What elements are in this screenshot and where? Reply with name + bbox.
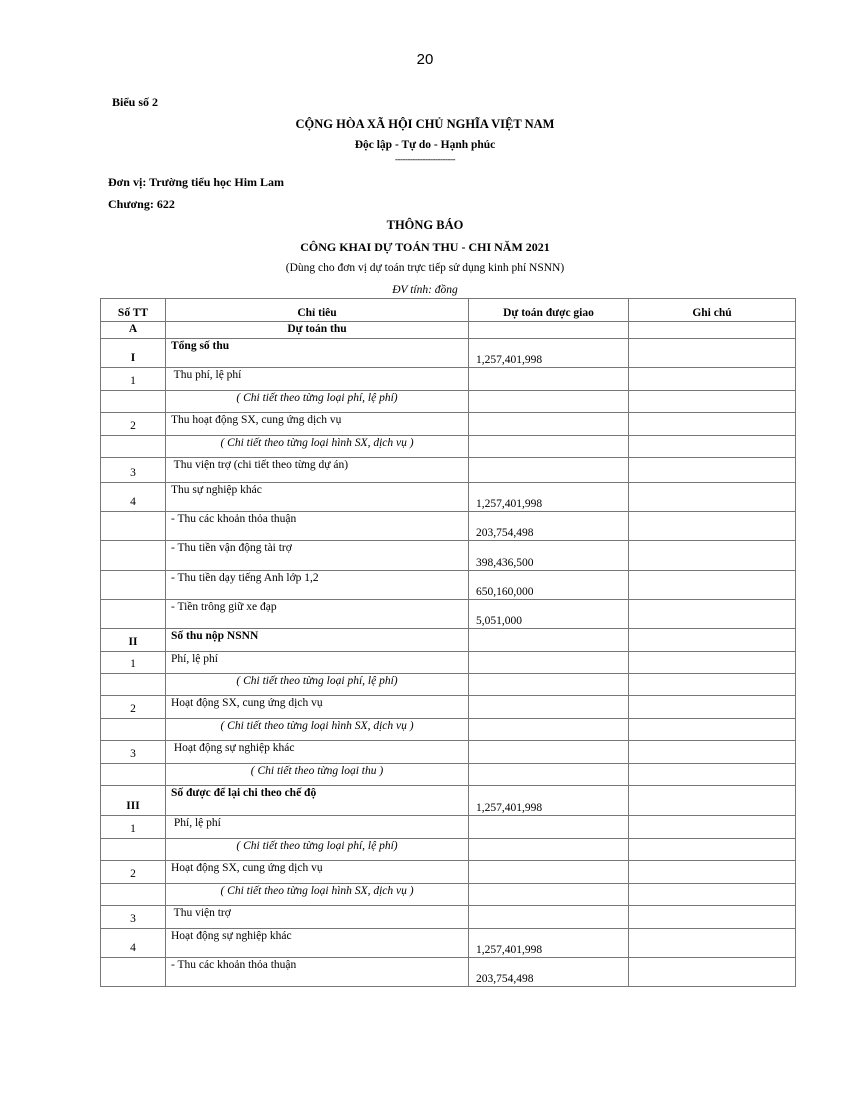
row-number xyxy=(101,764,166,786)
row-note xyxy=(629,652,796,674)
row-indicator: Thu viện trợ (chi tiết theo từng dự án) xyxy=(166,458,469,483)
row-note xyxy=(629,719,796,741)
page-number: 20 xyxy=(416,51,434,68)
budget-table xyxy=(100,298,796,987)
row-number: 1 xyxy=(101,816,166,839)
row-indicator: Thu sự nghiệp khác xyxy=(166,483,469,512)
national-title: CỘNG HÒA XÃ HỘI CHỦ NGHĨA VIỆT NAM xyxy=(295,117,555,131)
table-row xyxy=(101,413,796,436)
row-note xyxy=(629,541,796,571)
row-indicator: - Thu tiền vận động tài trợ xyxy=(166,541,469,571)
row-number: 4 xyxy=(101,929,166,958)
row-number xyxy=(101,884,166,906)
row-amount: 5,051,000 xyxy=(469,600,629,629)
row-amount xyxy=(469,741,629,764)
unit-name: Đơn vị: Trường tiểu học Him Lam xyxy=(108,175,285,189)
row-note xyxy=(629,571,796,600)
national-motto: Độc lập - Tự do - Hạnh phúc xyxy=(354,139,496,151)
row-number xyxy=(101,571,166,600)
row-number xyxy=(101,541,166,571)
row-number: I xyxy=(101,339,166,368)
row-note xyxy=(629,436,796,458)
row-amount xyxy=(469,368,629,391)
row-note xyxy=(629,600,796,629)
table-row xyxy=(101,458,796,483)
row-note xyxy=(629,861,796,884)
row-amount xyxy=(469,816,629,839)
row-amount: 650,160,000 xyxy=(469,571,629,600)
row-note xyxy=(629,906,796,929)
row-number: II xyxy=(101,629,166,652)
row-note xyxy=(629,674,796,696)
row-note xyxy=(629,741,796,764)
row-number: A xyxy=(101,322,166,339)
row-note xyxy=(629,368,796,391)
table-row xyxy=(101,719,796,741)
row-amount xyxy=(469,719,629,741)
table-row xyxy=(101,600,796,629)
form-label: Biểu số 2 xyxy=(112,95,159,109)
row-amount: 1,257,401,998 xyxy=(469,483,629,512)
row-indicator: ( Chi tiết theo từng loại phí, lệ phí) xyxy=(166,674,469,696)
row-indicator: - Tiền trông giữ xe đạp xyxy=(166,600,469,629)
row-amount: 203,754,498 xyxy=(469,958,629,987)
table-row xyxy=(101,674,796,696)
row-amount xyxy=(469,839,629,861)
table-row xyxy=(101,816,796,839)
row-indicator: Hoạt động sự nghiệp khác xyxy=(166,741,469,764)
table-row xyxy=(101,861,796,884)
row-note xyxy=(629,339,796,368)
row-note xyxy=(629,696,796,719)
row-amount xyxy=(469,322,629,339)
row-amount: 398,436,500 xyxy=(469,541,629,571)
table-row xyxy=(101,339,796,368)
chapter-code: Chương: 622 xyxy=(108,197,175,211)
row-note xyxy=(629,958,796,987)
row-amount: 203,754,498 xyxy=(469,512,629,541)
table-row xyxy=(101,629,796,652)
table-row xyxy=(101,571,796,600)
table-row xyxy=(101,958,796,987)
row-number: 3 xyxy=(101,741,166,764)
table-row xyxy=(101,322,796,339)
row-amount xyxy=(469,458,629,483)
row-amount xyxy=(469,861,629,884)
row-indicator: Thu viện trợ xyxy=(166,906,469,929)
row-number: 2 xyxy=(101,413,166,436)
header-divider: ------------------------ xyxy=(395,154,455,164)
row-note xyxy=(629,391,796,413)
row-number: 3 xyxy=(101,458,166,483)
table-row xyxy=(101,764,796,786)
row-amount xyxy=(469,391,629,413)
row-number xyxy=(101,436,166,458)
table-row xyxy=(101,839,796,861)
row-number: 2 xyxy=(101,696,166,719)
row-amount xyxy=(469,413,629,436)
table-row xyxy=(101,541,796,571)
row-note xyxy=(629,929,796,958)
row-indicator: Số được để lại chi theo chế độ xyxy=(166,786,469,816)
notice-subtitle: CÔNG KHAI DỰ TOÁN THU - CHI NĂM 2021 xyxy=(300,240,550,254)
row-number xyxy=(101,674,166,696)
row-note xyxy=(629,786,796,816)
row-number: 1 xyxy=(101,652,166,674)
row-amount xyxy=(469,436,629,458)
table-row xyxy=(101,741,796,764)
row-amount xyxy=(469,906,629,929)
row-amount: 1,257,401,998 xyxy=(469,929,629,958)
table-body xyxy=(101,322,796,987)
row-amount xyxy=(469,629,629,652)
table-row xyxy=(101,436,796,458)
row-indicator: ( Chi tiết theo từng loại phí, lệ phí) xyxy=(166,391,469,413)
row-number: 2 xyxy=(101,861,166,884)
row-indicator: Tổng số thu xyxy=(166,339,469,368)
notice-note: (Dùng cho đơn vị dự toán trực tiếp sử dụng kinh phí NSNN) xyxy=(285,262,565,274)
table-row xyxy=(101,929,796,958)
row-note xyxy=(629,512,796,541)
row-indicator: Phí, lệ phí xyxy=(166,652,469,674)
table-row xyxy=(101,906,796,929)
row-note xyxy=(629,413,796,436)
row-amount xyxy=(469,696,629,719)
table-header-row xyxy=(101,299,796,322)
currency-unit-note: ĐV tính: đồng xyxy=(392,284,458,296)
row-indicator: Số thu nộp NSNN xyxy=(166,629,469,652)
row-number: 1 xyxy=(101,368,166,391)
header-indicator: Chỉ tiêu xyxy=(166,299,469,322)
table-row xyxy=(101,696,796,719)
row-indicator: Thu phí, lệ phí xyxy=(166,368,469,391)
row-number: III xyxy=(101,786,166,816)
table-row xyxy=(101,786,796,816)
row-number xyxy=(101,839,166,861)
row-number xyxy=(101,600,166,629)
row-indicator: Thu hoạt động SX, cung ứng dịch vụ xyxy=(166,413,469,436)
row-note xyxy=(629,322,796,339)
table-row xyxy=(101,512,796,541)
row-number xyxy=(101,512,166,541)
row-amount xyxy=(469,764,629,786)
row-number xyxy=(101,719,166,741)
row-indicator: ( Chi tiết theo từng loại thu ) xyxy=(166,764,469,786)
table-row xyxy=(101,884,796,906)
row-note xyxy=(629,884,796,906)
table-row xyxy=(101,368,796,391)
table-row xyxy=(101,652,796,674)
row-note xyxy=(629,839,796,861)
row-indicator: - Thu các khoản thỏa thuận xyxy=(166,512,469,541)
row-indicator: ( Chi tiết theo từng loại hình SX, dịch vụ ) xyxy=(166,884,469,906)
row-indicator: ( Chi tiết theo từng loại hình SX, dịch vụ ) xyxy=(166,436,469,458)
row-amount: 1,257,401,998 xyxy=(469,339,629,368)
row-number xyxy=(101,391,166,413)
row-note xyxy=(629,483,796,512)
table-row xyxy=(101,483,796,512)
row-note xyxy=(629,816,796,839)
row-note xyxy=(629,764,796,786)
row-indicator: Hoạt động SX, cung ứng dịch vụ xyxy=(166,861,469,884)
header-assigned-budget: Dự toán được giao xyxy=(469,299,629,322)
row-amount xyxy=(469,674,629,696)
row-indicator: Phí, lệ phí xyxy=(166,816,469,839)
row-note xyxy=(629,629,796,652)
row-number xyxy=(101,958,166,987)
row-amount: 1,257,401,998 xyxy=(469,786,629,816)
notice-title: THÔNG BÁO xyxy=(386,218,464,232)
row-number: 4 xyxy=(101,483,166,512)
header-notes: Ghi chú xyxy=(629,299,796,322)
row-indicator: - Thu tiền dạy tiếng Anh lớp 1,2 xyxy=(166,571,469,600)
row-indicator: ( Chi tiết theo từng loại phí, lệ phí) xyxy=(166,839,469,861)
row-indicator: ( Chi tiết theo từng loại hình SX, dịch vụ ) xyxy=(166,719,469,741)
row-amount xyxy=(469,652,629,674)
header-stt: Số TT xyxy=(101,299,166,322)
row-indicator: - Thu các khoản thỏa thuận xyxy=(166,958,469,987)
row-note xyxy=(629,458,796,483)
row-number: 3 xyxy=(101,906,166,929)
row-amount xyxy=(469,884,629,906)
row-indicator: Hoạt động sự nghiệp khác xyxy=(166,929,469,958)
row-indicator: Hoạt động SX, cung ứng dịch vụ xyxy=(166,696,469,719)
row-indicator: Dự toán thu xyxy=(166,322,469,339)
table-row xyxy=(101,391,796,413)
